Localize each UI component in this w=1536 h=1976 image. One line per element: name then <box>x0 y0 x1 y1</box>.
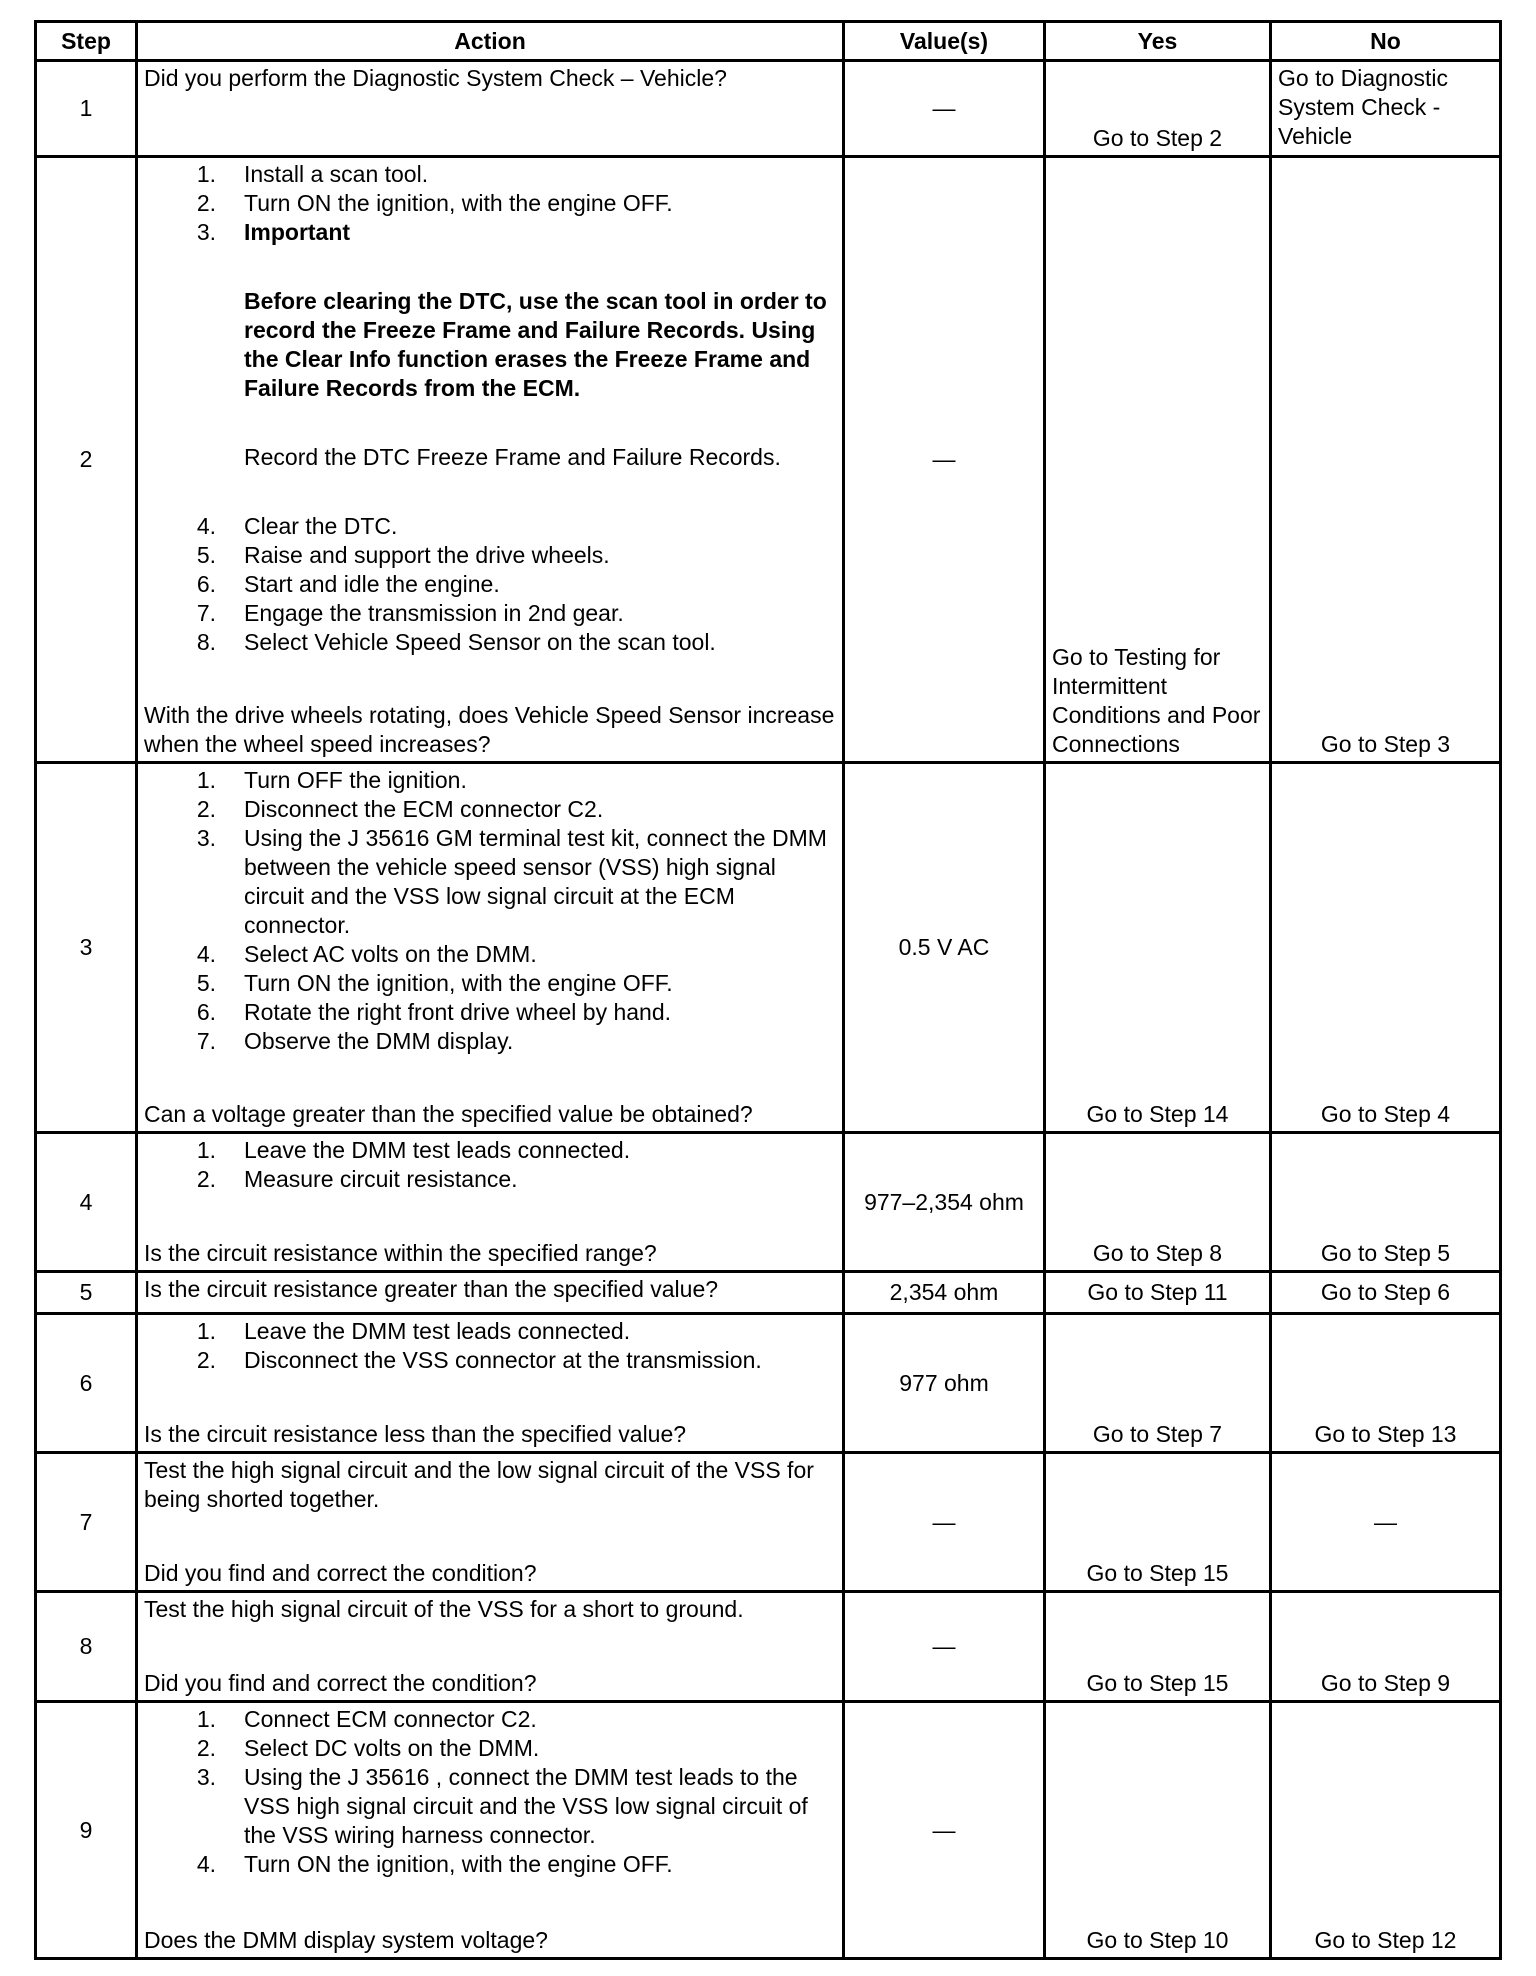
header-step: Step <box>36 22 137 61</box>
value-cell: 977–2,354 ohm <box>844 1133 1045 1272</box>
table-row-step-2 <box>36 157 1501 763</box>
header-no: No <box>1271 22 1501 61</box>
important-note: Before clearing the DTC, use the scan tool in order to record the Freeze Frame and Failure Records. Using the Clear Info function erases the Freeze Frame and Failure Records from the ECM. <box>244 288 827 401</box>
question: Is the circuit resistance less than the specified value? <box>144 1421 687 1447</box>
list-item: 6. Rotate the right front drive wheel by hand. <box>196 999 672 1025</box>
value-cell: — <box>844 1453 1045 1592</box>
yes-link[interactable]: Go to Step 15 <box>1086 1560 1229 1586</box>
diagnostic-table <box>34 20 1502 1960</box>
step-number: 1 <box>36 61 137 157</box>
yes-cell <box>1045 61 1271 157</box>
header-yes: Yes <box>1045 22 1271 61</box>
procedure-list <box>144 1705 836 1879</box>
table-row-step-3 <box>36 763 1501 1133</box>
list-item: 2. Disconnect the ECM connector C2. <box>196 796 604 822</box>
question: Did you perform the Diagnostic System Check – Vehicle? <box>144 65 727 91</box>
table-row-step-6 <box>36 1314 1501 1453</box>
question: With the drive wheels rotating, does Vehicle Speed Sensor increase when the wheel speed increases? <box>144 702 835 757</box>
no-link: — <box>1374 1508 1397 1535</box>
step-number: 4 <box>36 1133 137 1272</box>
yes-link[interactable]: Go to Step 14 <box>1086 1101 1229 1127</box>
yes-cell <box>1045 1133 1271 1272</box>
action-cell <box>137 1272 844 1314</box>
table-row-step-1 <box>36 61 1501 157</box>
yes-link[interactable]: Go to Step 11 <box>1087 1279 1228 1305</box>
list-item: 1. Turn OFF the ignition. <box>196 767 467 793</box>
action-cell <box>137 763 844 1133</box>
no-cell <box>1271 1592 1501 1702</box>
yes-link[interactable]: Go to Testing for Intermittent Conditions and Poor Connections <box>1052 644 1261 757</box>
no-cell <box>1271 1453 1501 1592</box>
list-item: 1. Connect ECM connector C2. <box>196 1706 537 1732</box>
procedure-list <box>144 1136 836 1194</box>
record-instruction: Record the DTC Freeze Frame and Failure Records. <box>244 444 781 470</box>
list-item: 5. Turn ON the ignition, with the engine OFF. <box>196 970 673 996</box>
question: Is the circuit resistance greater than the specified value? <box>144 1276 719 1302</box>
yes-link[interactable]: Go to Step 7 <box>1092 1421 1223 1447</box>
table-row-step-7 <box>36 1453 1501 1592</box>
list-item: 2. Turn ON the ignition, with the engine OFF. <box>196 190 673 216</box>
value-cell: — <box>844 1592 1045 1702</box>
list-item: 4. Select AC volts on the DMM. <box>196 941 537 967</box>
list-item: 8. Select Vehicle Speed Sensor on the scan tool. <box>196 629 716 655</box>
list-item: 1. Install a scan tool. <box>196 161 429 187</box>
question: Did you find and correct the condition? <box>144 1560 537 1586</box>
list-item: 2. Select DC volts on the DMM. <box>196 1735 540 1761</box>
yes-link[interactable]: Go to Step 15 <box>1086 1670 1229 1696</box>
procedure-list <box>144 160 836 247</box>
yes-cell <box>1045 1592 1271 1702</box>
no-link[interactable]: Go to Step 3 <box>1320 731 1451 757</box>
list-item: 7. Observe the DMM display. <box>196 1028 514 1054</box>
no-cell <box>1271 1702 1501 1959</box>
no-cell <box>1271 1272 1501 1314</box>
list-item: 7. Engage the transmission in 2nd gear. <box>196 600 624 626</box>
list-item: 3. Important <box>196 219 351 245</box>
question: Did you find and correct the condition? <box>144 1670 537 1696</box>
value-cell: 977 ohm <box>844 1314 1045 1453</box>
no-cell <box>1271 61 1501 157</box>
action-cell <box>137 1453 844 1592</box>
yes-cell <box>1045 1702 1271 1959</box>
no-cell <box>1271 1133 1501 1272</box>
procedure-list <box>144 512 836 657</box>
step-number: 8 <box>36 1592 137 1702</box>
list-item: 6. Start and idle the engine. <box>196 571 500 597</box>
action-cell <box>137 1314 844 1453</box>
yes-cell <box>1045 1314 1271 1453</box>
value-cell: — <box>844 61 1045 157</box>
no-link[interactable]: Go to Step 6 <box>1320 1279 1451 1305</box>
table-row-step-9 <box>36 1702 1501 1959</box>
no-link[interactable]: Go to Step 4 <box>1320 1101 1451 1127</box>
list-item: 3. Using the J 35616 , connect the DMM test leads to the VSS high signal circuit and the VSS low signal circuit of the VSS wiring harness connector. <box>196 1764 808 1848</box>
yes-cell <box>1045 157 1271 763</box>
step-number: 3 <box>36 763 137 1133</box>
value-cell: — <box>844 1702 1045 1959</box>
no-link[interactable]: Go to Step 12 <box>1314 1927 1457 1953</box>
list-item: 2. Disconnect the VSS connector at the transmission. <box>196 1347 762 1373</box>
table-row-step-5 <box>36 1272 1501 1314</box>
yes-link[interactable]: Go to Step 2 <box>1092 125 1223 151</box>
list-item: 1. Leave the DMM test leads connected. <box>196 1137 631 1163</box>
instruction: Test the high signal circuit of the VSS for a short to ground. <box>144 1596 744 1622</box>
value-cell: 0.5 V AC <box>844 763 1045 1133</box>
procedure-list <box>144 766 836 1056</box>
list-item: 5. Raise and support the drive wheels. <box>196 542 610 568</box>
value-cell: — <box>844 157 1045 763</box>
list-item: 2. Measure circuit resistance. <box>196 1166 518 1192</box>
list-item: 1. Leave the DMM test leads connected. <box>196 1318 631 1344</box>
header-action: Action <box>137 22 844 61</box>
action-cell <box>137 1592 844 1702</box>
value-cell: 2,354 ohm <box>844 1272 1045 1314</box>
no-link[interactable]: Go to Diagnostic System Check - Vehicle <box>1278 65 1449 149</box>
yes-cell <box>1045 763 1271 1133</box>
list-item: 3. Using the J 35616 GM terminal test kit, connect the DMM between the vehicle speed sensor (VSS) high signal circuit and the VSS low signal circuit at the ECM connector. <box>196 825 827 938</box>
question: Can a voltage greater than the specified value be obtained? <box>144 1101 753 1127</box>
no-cell <box>1271 763 1501 1133</box>
instruction: Test the high signal circuit and the low signal circuit of the VSS for being shorted together. <box>144 1457 814 1512</box>
no-cell <box>1271 157 1501 763</box>
action-cell <box>137 61 844 157</box>
no-link[interactable]: Go to Step 13 <box>1314 1421 1457 1447</box>
yes-link[interactable]: Go to Step 8 <box>1092 1240 1223 1266</box>
list-item: 4. Clear the DTC. <box>196 513 398 539</box>
table-row-step-4 <box>36 1133 1501 1272</box>
step-number: 5 <box>36 1272 137 1314</box>
action-cell <box>137 1133 844 1272</box>
question: Is the circuit resistance within the specified range? <box>144 1240 657 1266</box>
table-row-step-8 <box>36 1592 1501 1702</box>
procedure-list <box>144 1317 836 1375</box>
header-values: Value(s) <box>844 22 1045 61</box>
yes-cell <box>1045 1453 1271 1592</box>
action-cell <box>137 1702 844 1959</box>
yes-cell <box>1045 1272 1271 1314</box>
no-cell <box>1271 1314 1501 1453</box>
yes-link[interactable]: Go to Step 10 <box>1086 1927 1229 1953</box>
list-item: 4. Turn ON the ignition, with the engine OFF. <box>196 1851 673 1877</box>
step-number: 7 <box>36 1453 137 1592</box>
step-number: 6 <box>36 1314 137 1453</box>
step-number: 2 <box>36 157 137 763</box>
header-row <box>36 22 1501 61</box>
no-link[interactable]: Go to Step 5 <box>1320 1240 1451 1266</box>
action-cell <box>137 157 844 763</box>
question: Does the DMM display system voltage? <box>144 1927 548 1953</box>
no-link[interactable]: Go to Step 9 <box>1320 1670 1451 1696</box>
step-number: 9 <box>36 1702 137 1959</box>
